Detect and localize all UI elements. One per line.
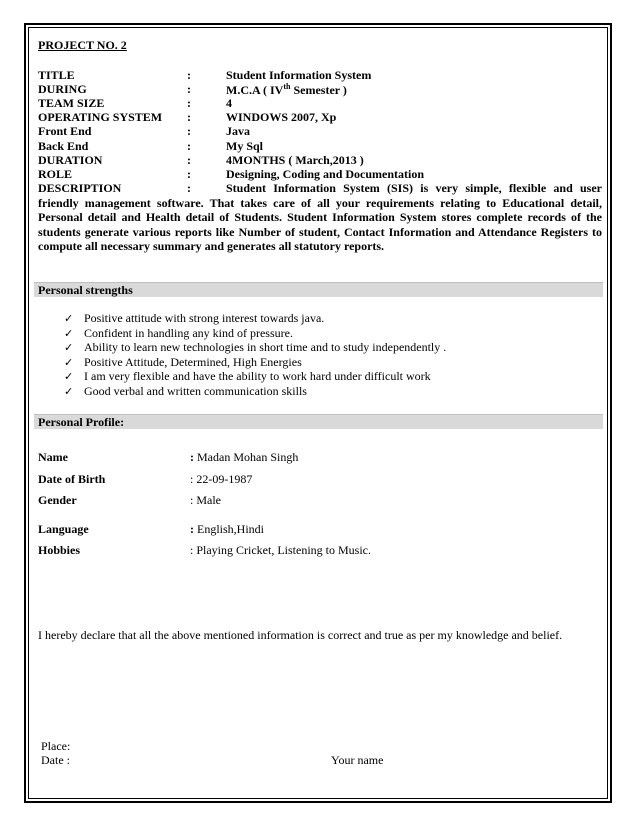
checkmark-icon: ✓ <box>64 384 74 398</box>
field-separator: : <box>187 139 191 153</box>
profile-label: Hobbies <box>38 543 81 557</box>
section-title: Personal strengths <box>38 283 133 297</box>
field-value: My Sql <box>226 139 264 153</box>
field-value-superscript: th <box>283 82 291 91</box>
place-label: Place: <box>41 739 71 753</box>
profile-row-hobbies <box>38 543 598 559</box>
strengths-list <box>64 311 446 399</box>
project-row-duration <box>38 153 608 168</box>
profile-row-gender <box>38 493 598 509</box>
checkmark-icon: ✓ <box>64 370 74 384</box>
profile-label: Language <box>38 522 89 536</box>
profile-value-wrap <box>190 493 221 508</box>
profile-row-name <box>38 450 598 466</box>
list-item <box>64 311 446 326</box>
profile-value-wrap <box>190 522 264 537</box>
project-row-title <box>38 68 608 83</box>
profile-separator: : <box>190 522 194 536</box>
section-header-profile <box>34 414 603 429</box>
profile-row-language <box>38 522 598 538</box>
profile-value: Playing Cricket, Listening to Music. <box>196 543 371 557</box>
list-item <box>64 340 446 355</box>
profile-value: Madan Mohan Singh <box>197 450 299 464</box>
field-separator: : <box>187 68 191 82</box>
list-item-text: Positive attitude with strong interest towards java. <box>84 311 325 325</box>
checkmark-icon: ✓ <box>64 355 74 369</box>
field-separator: : <box>187 82 191 96</box>
list-item-text: Confident in handling any kind of pressure. <box>84 325 293 340</box>
section-title: Personal Profile: <box>38 415 125 429</box>
project-row-back-end <box>38 139 608 154</box>
description-separator: : <box>187 181 191 195</box>
signature-name: Your name <box>331 753 384 767</box>
field-value: 4MONTHS ( March,2013 ) <box>226 153 364 167</box>
project-heading: PROJECT NO. 2 <box>38 38 127 52</box>
list-item-text: Ability to learn new technologies in short time and to study independently . <box>84 340 447 355</box>
list-item <box>64 355 446 370</box>
section-header-strengths <box>34 282 603 297</box>
field-separator: : <box>187 153 191 167</box>
project-description <box>38 181 602 254</box>
field-label: ROLE <box>38 167 73 181</box>
field-value-tail: Semester ) <box>290 83 347 97</box>
list-item <box>64 384 446 399</box>
list-item-text: Positive Attitude, Determined, High Energies <box>84 354 302 369</box>
field-value: Designing, Coding and Documentation <box>226 167 425 181</box>
list-item <box>64 326 446 341</box>
list-item-text: Good verbal and written communication skills <box>84 383 307 398</box>
field-separator: : <box>187 124 191 138</box>
profile-label: Name <box>38 450 68 464</box>
field-value: WINDOWS 2007, Xp <box>226 110 337 124</box>
declaration-text: I hereby declare that all the above mentioned information is correct and true as per my knowledge and belief. <box>38 628 563 642</box>
profile-value: Male <box>196 493 221 507</box>
project-row-during <box>38 82 608 97</box>
checkmark-icon: ✓ <box>64 341 74 355</box>
date-label: Date : <box>41 753 70 767</box>
profile-value-wrap <box>190 450 298 465</box>
field-separator: : <box>187 110 191 124</box>
profile-separator: : <box>190 543 194 557</box>
profile-separator: : <box>190 450 194 464</box>
field-label: DURATION <box>38 153 103 167</box>
checkmark-icon: ✓ <box>64 326 74 340</box>
profile-value-wrap <box>190 472 252 487</box>
list-item-text: I am very flexible and have the ability to work hard under difficult work <box>84 369 431 384</box>
field-label: TEAM SIZE <box>38 96 105 110</box>
profile-value: English,Hindi <box>197 522 265 536</box>
profile-separator: : <box>190 472 194 486</box>
field-separator: : <box>187 96 191 110</box>
field-label: TITLE <box>38 68 75 82</box>
field-label: Back End <box>38 139 89 153</box>
profile-separator: : <box>190 493 194 507</box>
field-value: 4 <box>226 96 232 110</box>
project-row-role <box>38 167 608 182</box>
project-row-os <box>38 110 608 125</box>
field-label: OPERATING SYSTEM <box>38 110 163 124</box>
profile-label: Gender <box>38 493 77 507</box>
profile-value: 22-09-1987 <box>196 472 253 486</box>
field-label: DURING <box>38 82 87 96</box>
profile-value-wrap <box>190 543 371 558</box>
field-separator: : <box>187 167 191 181</box>
field-value-main: M.C.A ( IV <box>226 83 284 97</box>
project-row-front-end <box>38 124 608 139</box>
description-text: Student Information System (SIS) is very simple, flexible and user friendly management software. That takes care of all your requirements relating to Educational detail, Personal detail and Health detail of Students. Student Information System stores complete records of the students generate various reports like Number of student, Contact Information and Attendance Registers to compute all necessary summary and generates all statutory reports. <box>38 181 602 254</box>
checkmark-icon: ✓ <box>64 312 74 325</box>
field-label: Front End <box>38 124 92 138</box>
field-value: Student Information System <box>226 68 372 82</box>
profile-row-dob <box>38 472 598 488</box>
list-item <box>64 369 446 384</box>
project-row-team-size <box>38 96 608 111</box>
description-label: DESCRIPTION <box>38 181 122 195</box>
profile-label: Date of Birth <box>38 472 106 486</box>
field-value: Java <box>226 124 250 138</box>
